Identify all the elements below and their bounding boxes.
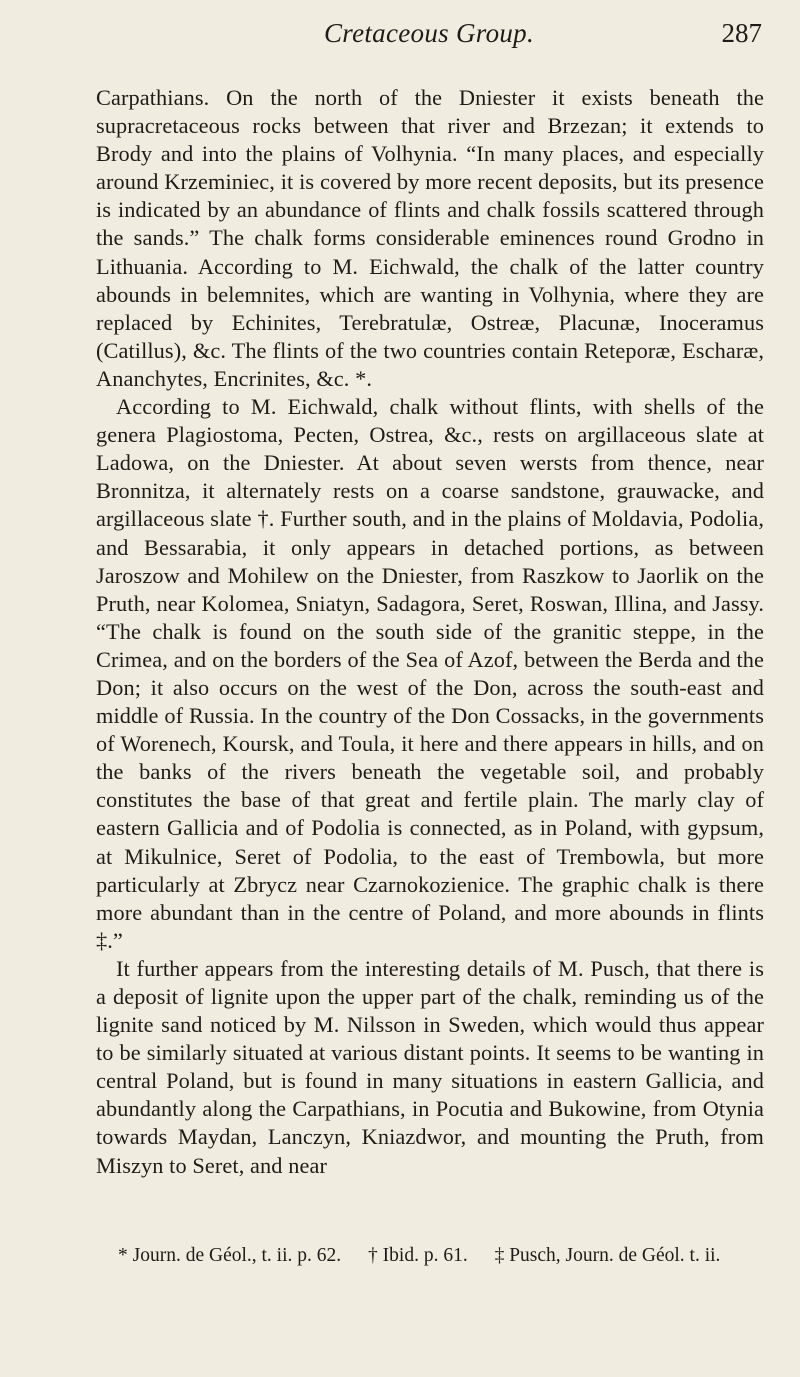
running-title: Cretaceous Group. <box>323 18 535 48</box>
footnote: † Ibid. p. 61. <box>368 1245 468 1266</box>
footnote: ‡ Pusch, Journ. de Géol. t. ii. <box>494 1245 721 1266</box>
body-text <box>96 84 764 1180</box>
paragraph: It further appears from the interesting details of M. Pusch, that there is a deposit of lignite upon the upper part of the chalk, reminding us of the lignite sand noticed by M. Nilsson in Sweden, which would thus appear to be similarly situated at various distant points. It seems to be wanting in central Poland, but is found in many situations in eastern Gallicia, and abundantly along the Carpathians, in Pocutia and Bukowine, from Otynia towards Maydan, Lanczyn, Kniazdwor, and mounting the Pruth, from Miszyn to Seret, and near <box>96 955 764 1178</box>
page-number: 287 <box>721 18 762 48</box>
page-header <box>96 18 762 58</box>
footnotes <box>118 1245 764 1267</box>
footnote: * Journ. de Géol., t. ii. p. 62. <box>118 1245 342 1266</box>
paragraph: According to M. Eichwald, chalk without flints, with shells of the genera Plagiostoma, Pecten, Ostrea, &c., rests on argillaceous slate at Ladowa, on the Dniester. At about seven wersts from thence, near Bronnitza, it alternately rests on a coarse sandstone, grauwacke, and argillaceous slate †. Further south, and in the plains of Moldavia, Podolia, and Bessarabia, it only appears in detached portions, as between Jaroszow and Mohilew on the Dniester, from Raszkow to Jaorlik on the Pruth, near Kolomea, Sniatyn, Sadagora, Seret, Roswan, Illina, and Jassy. “The chalk is found on the south side of the granitic steppe, in the Crimea, and on the borders of the Sea of Azof, between the Berda and the Don; it also occurs on the west of the Don, across the south-east and middle of Russia. In the country of the Don Cossacks, in the governments of Worenech, Koursk, and Toula, it here and there appears in hills, and on the banks of the rivers beneath the vegetable soil, and probably constitutes the base of that great and fertile plain. The marly clay of eastern Gallicia and of Podolia is connected, as in Poland, with gypsum, at Mikulnice, Seret of Podolia, to the east of Trembowla, but more particularly at Zbrycz near Czarnokozienice. The graphic chalk is there more abundant than in the centre of Poland, and more abounds in flints ‡.” <box>96 394 764 953</box>
paragraph: Carpathians. On the north of the Dniester it exists beneath the supracretaceous rocks between that river and Brzezan; it extends to Brody and into the plains of Volhynia. “In many places, and especially around Krzeminiec, it is covered by more recent deposits, but its presence is indicated by an abundance of flints and chalk fossils scattered through the sands.” The chalk forms considerable eminences round Grodno in Lithuania. According to M. Eichwald, the chalk of the latter country abounds in belemnites, which are wanting in Volhynia, where they are replaced by Echinites, Terebratulæ, Ostreæ, Placunæ, Inoceramus (Catillus), &c. The flints of the two countries contain Reteporæ, Escharæ, Ananchytes, Encrinites, &c. *. <box>96 85 764 391</box>
